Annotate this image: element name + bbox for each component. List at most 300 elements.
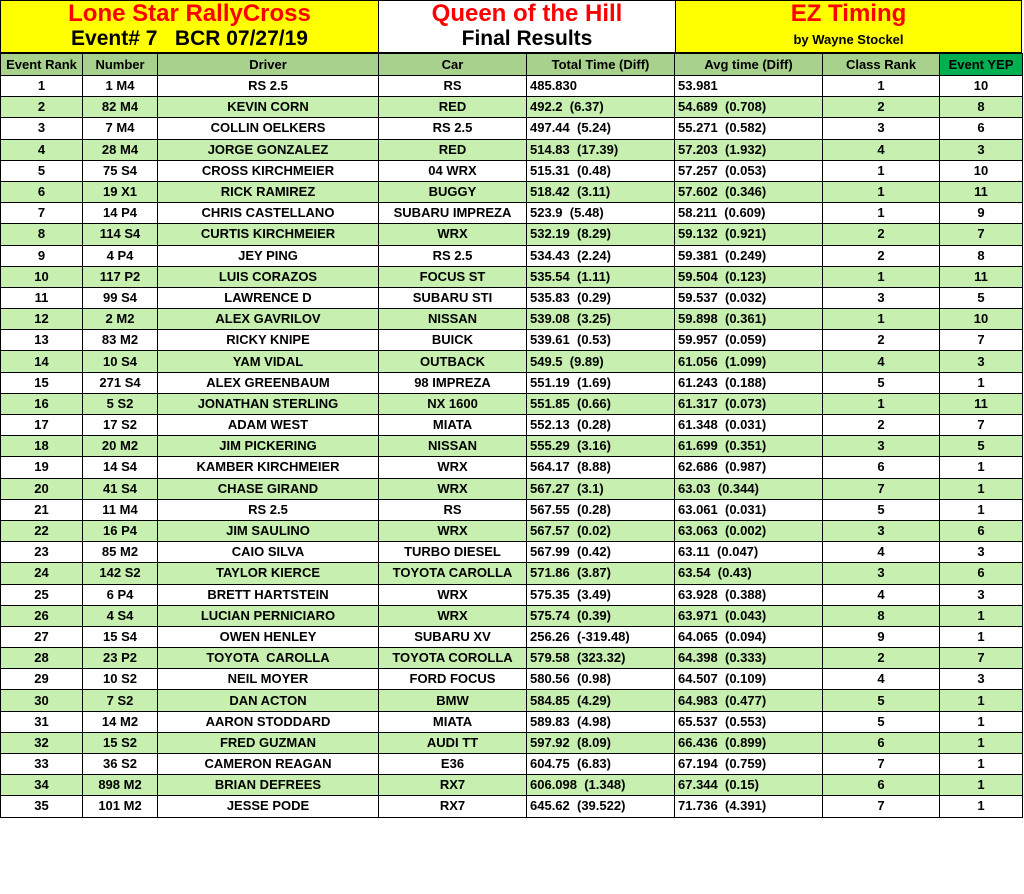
cell-number: 2 M2 — [83, 309, 158, 330]
cell-class-rank: 5 — [823, 711, 940, 732]
cell-number: 20 M2 — [83, 436, 158, 457]
cell-driver: JONATHAN STERLING — [158, 393, 379, 414]
cell-total-time: 555.29 (3.16) — [527, 436, 675, 457]
table-row — [1, 224, 1023, 245]
table-row — [1, 690, 1023, 711]
table-row — [1, 648, 1023, 669]
table-row — [1, 626, 1023, 647]
cell-driver: JESSE PODE — [158, 796, 379, 817]
table-row — [1, 160, 1023, 181]
timing-header — [675, 0, 1022, 53]
cell-event-rank: 17 — [1, 415, 83, 436]
cell-event-yep: 1 — [940, 796, 1023, 817]
cell-total-time: 549.5 (9.89) — [527, 351, 675, 372]
cell-avg-time: 67.194 (0.759) — [675, 754, 823, 775]
cell-total-time: 645.62 (39.522) — [527, 796, 675, 817]
cell-avg-time: 61.056 (1.099) — [675, 351, 823, 372]
cell-avg-time: 63.063 (0.002) — [675, 520, 823, 541]
cell-class-rank: 3 — [823, 563, 940, 584]
cell-avg-time: 63.971 (0.043) — [675, 605, 823, 626]
cell-avg-time: 61.699 (0.351) — [675, 436, 823, 457]
cell-driver: DAN ACTON — [158, 690, 379, 711]
cell-event-yep: 1 — [940, 372, 1023, 393]
cell-total-time: 584.85 (4.29) — [527, 690, 675, 711]
cell-car: 98 IMPREZA — [379, 372, 527, 393]
cell-driver: RS 2.5 — [158, 499, 379, 520]
cell-number: 898 M2 — [83, 775, 158, 796]
cell-class-rank: 1 — [823, 266, 940, 287]
col-class-rank: Class Rank — [823, 54, 940, 76]
cell-number: 7 M4 — [83, 118, 158, 139]
cell-event-rank: 5 — [1, 160, 83, 181]
cell-avg-time: 67.344 (0.15) — [675, 775, 823, 796]
cell-event-yep: 1 — [940, 626, 1023, 647]
cell-class-rank: 3 — [823, 118, 940, 139]
col-car: Car — [379, 54, 527, 76]
cell-class-rank: 4 — [823, 139, 940, 160]
cell-event-yep: 10 — [940, 76, 1023, 97]
cell-total-time: 532.19 (8.29) — [527, 224, 675, 245]
cell-car: TURBO DIESEL — [379, 542, 527, 563]
table-row — [1, 203, 1023, 224]
cell-number: 36 S2 — [83, 754, 158, 775]
cell-number: 114 S4 — [83, 224, 158, 245]
cell-total-time: 579.58 (323.32) — [527, 648, 675, 669]
cell-avg-time: 54.689 (0.708) — [675, 97, 823, 118]
cell-driver: NEIL MOYER — [158, 669, 379, 690]
cell-total-time: 492.2 (6.37) — [527, 97, 675, 118]
cell-number: 11 M4 — [83, 499, 158, 520]
cell-driver: RICKY KNIPE — [158, 330, 379, 351]
cell-number: 1 M4 — [83, 76, 158, 97]
cell-total-time: 523.9 (5.48) — [527, 203, 675, 224]
cell-event-yep: 7 — [940, 648, 1023, 669]
cell-class-rank: 5 — [823, 499, 940, 520]
cell-number: 83 M2 — [83, 330, 158, 351]
cell-avg-time: 61.243 (0.188) — [675, 372, 823, 393]
cell-event-yep: 1 — [940, 732, 1023, 753]
table-row — [1, 330, 1023, 351]
table-row — [1, 605, 1023, 626]
cell-class-rank: 2 — [823, 245, 940, 266]
cell-total-time: 256.26 (-319.48) — [527, 626, 675, 647]
col-total-time: Total Time (Diff) — [527, 54, 675, 76]
cell-class-rank: 9 — [823, 626, 940, 647]
cell-number: 19 X1 — [83, 181, 158, 202]
cell-avg-time: 59.132 (0.921) — [675, 224, 823, 245]
cell-event-rank: 31 — [1, 711, 83, 732]
cell-class-rank: 7 — [823, 796, 940, 817]
cell-event-yep: 1 — [940, 711, 1023, 732]
cell-total-time: 580.56 (0.98) — [527, 669, 675, 690]
cell-number: 142 S2 — [83, 563, 158, 584]
table-row — [1, 118, 1023, 139]
table-row — [1, 245, 1023, 266]
cell-event-yep: 11 — [940, 266, 1023, 287]
cell-total-time: 534.43 (2.24) — [527, 245, 675, 266]
cell-driver: LUCIAN PERNICIARO — [158, 605, 379, 626]
table-row — [1, 76, 1023, 97]
cell-total-time: 567.99 (0.42) — [527, 542, 675, 563]
cell-number: 4 P4 — [83, 245, 158, 266]
cell-class-rank: 2 — [823, 330, 940, 351]
cell-number: 5 S2 — [83, 393, 158, 414]
cell-event-rank: 20 — [1, 478, 83, 499]
cell-event-yep: 8 — [940, 97, 1023, 118]
cell-avg-time: 64.398 (0.333) — [675, 648, 823, 669]
cell-number: 4 S4 — [83, 605, 158, 626]
cell-class-rank: 1 — [823, 181, 940, 202]
cell-event-rank: 27 — [1, 626, 83, 647]
cell-event-rank: 4 — [1, 139, 83, 160]
table-row — [1, 181, 1023, 202]
cell-driver: YAM VIDAL — [158, 351, 379, 372]
cell-class-rank: 1 — [823, 309, 940, 330]
cell-driver: KAMBER KIRCHMEIER — [158, 457, 379, 478]
cell-driver: TAYLOR KIERCE — [158, 563, 379, 584]
table-row — [1, 139, 1023, 160]
cell-total-time: 571.86 (3.87) — [527, 563, 675, 584]
cell-car: WRX — [379, 478, 527, 499]
cell-car: WRX — [379, 605, 527, 626]
table-row — [1, 266, 1023, 287]
cell-car: WRX — [379, 520, 527, 541]
cell-number: 23 P2 — [83, 648, 158, 669]
cell-car: BUICK — [379, 330, 527, 351]
cell-total-time: 567.27 (3.1) — [527, 478, 675, 499]
series-title: Lone Star RallyCross — [68, 0, 311, 27]
cell-avg-time: 63.03 (0.344) — [675, 478, 823, 499]
col-event-rank: Event Rank — [1, 54, 83, 76]
cell-car: SUBARU IMPREZA — [379, 203, 527, 224]
cell-event-rank: 24 — [1, 563, 83, 584]
cell-car: RS 2.5 — [379, 118, 527, 139]
cell-avg-time: 64.065 (0.094) — [675, 626, 823, 647]
cell-car: SUBARU STI — [379, 287, 527, 308]
cell-number: 7 S2 — [83, 690, 158, 711]
cell-class-rank: 2 — [823, 224, 940, 245]
cell-total-time: 514.83 (17.39) — [527, 139, 675, 160]
cell-event-yep: 3 — [940, 139, 1023, 160]
table-row — [1, 351, 1023, 372]
cell-event-yep: 10 — [940, 309, 1023, 330]
cell-event-rank: 3 — [1, 118, 83, 139]
cell-total-time: 575.35 (3.49) — [527, 584, 675, 605]
cell-event-rank: 13 — [1, 330, 83, 351]
cell-class-rank: 3 — [823, 520, 940, 541]
cell-driver: JIM SAULINO — [158, 520, 379, 541]
cell-class-rank: 6 — [823, 732, 940, 753]
cell-event-rank: 15 — [1, 372, 83, 393]
cell-class-rank: 6 — [823, 457, 940, 478]
cell-avg-time: 57.257 (0.053) — [675, 160, 823, 181]
cell-class-rank: 3 — [823, 436, 940, 457]
cell-event-yep: 7 — [940, 224, 1023, 245]
cell-class-rank: 1 — [823, 203, 940, 224]
cell-event-yep: 7 — [940, 415, 1023, 436]
cell-car: FOCUS ST — [379, 266, 527, 287]
cell-car: NX 1600 — [379, 393, 527, 414]
cell-number: 117 P2 — [83, 266, 158, 287]
table-row — [1, 711, 1023, 732]
cell-class-rank: 1 — [823, 76, 940, 97]
cell-event-yep: 9 — [940, 203, 1023, 224]
cell-driver: JIM PICKERING — [158, 436, 379, 457]
table-row — [1, 584, 1023, 605]
cell-avg-time: 64.507 (0.109) — [675, 669, 823, 690]
cell-total-time: 535.83 (0.29) — [527, 287, 675, 308]
cell-avg-time: 61.348 (0.031) — [675, 415, 823, 436]
cell-driver: BRIAN DEFREES — [158, 775, 379, 796]
cell-car: 04 WRX — [379, 160, 527, 181]
cell-driver: CHRIS CASTELLANO — [158, 203, 379, 224]
cell-class-rank: 7 — [823, 478, 940, 499]
cell-total-time: 539.08 (3.25) — [527, 309, 675, 330]
cell-avg-time: 58.211 (0.609) — [675, 203, 823, 224]
cell-number: 271 S4 — [83, 372, 158, 393]
table-row — [1, 732, 1023, 753]
cell-car: RED — [379, 97, 527, 118]
table-row — [1, 287, 1023, 308]
cell-driver: OWEN HENLEY — [158, 626, 379, 647]
cell-event-rank: 14 — [1, 351, 83, 372]
cell-car: E36 — [379, 754, 527, 775]
cell-car: TOYOTA COROLLA — [379, 648, 527, 669]
cell-event-rank: 26 — [1, 605, 83, 626]
cell-class-rank: 2 — [823, 415, 940, 436]
cell-event-rank: 34 — [1, 775, 83, 796]
cell-car: MIATA — [379, 711, 527, 732]
table-row — [1, 309, 1023, 330]
cell-class-rank: 2 — [823, 97, 940, 118]
cell-event-yep: 5 — [940, 436, 1023, 457]
cell-total-time: 567.55 (0.28) — [527, 499, 675, 520]
cell-number: 75 S4 — [83, 160, 158, 181]
cell-car: NISSAN — [379, 436, 527, 457]
cell-total-time: 497.44 (5.24) — [527, 118, 675, 139]
cell-number: 41 S4 — [83, 478, 158, 499]
results-table — [0, 53, 1023, 818]
cell-driver: LUIS CORAZOS — [158, 266, 379, 287]
cell-avg-time: 59.504 (0.123) — [675, 266, 823, 287]
table-row — [1, 457, 1023, 478]
cell-driver: ALEX GAVRILOV — [158, 309, 379, 330]
cell-avg-time: 63.061 (0.031) — [675, 499, 823, 520]
cell-driver: CROSS KIRCHMEIER — [158, 160, 379, 181]
cell-event-rank: 2 — [1, 97, 83, 118]
cell-avg-time: 71.736 (4.391) — [675, 796, 823, 817]
cell-driver: BRETT HARTSTEIN — [158, 584, 379, 605]
cell-avg-time: 63.54 (0.43) — [675, 563, 823, 584]
cell-avg-time: 65.537 (0.553) — [675, 711, 823, 732]
cell-total-time: 564.17 (8.88) — [527, 457, 675, 478]
cell-car: SUBARU XV — [379, 626, 527, 647]
cell-avg-time: 61.317 (0.073) — [675, 393, 823, 414]
cell-avg-time: 57.203 (1.932) — [675, 139, 823, 160]
cell-total-time: 604.75 (6.83) — [527, 754, 675, 775]
cell-avg-time: 62.686 (0.987) — [675, 457, 823, 478]
cell-driver: JORGE GONZALEZ — [158, 139, 379, 160]
cell-driver: KEVIN CORN — [158, 97, 379, 118]
table-row — [1, 775, 1023, 796]
cell-avg-time: 53.981 — [675, 76, 823, 97]
cell-total-time: 515.31 (0.48) — [527, 160, 675, 181]
cell-total-time: 551.19 (1.69) — [527, 372, 675, 393]
cell-class-rank: 7 — [823, 754, 940, 775]
cell-driver: CHASE GIRAND — [158, 478, 379, 499]
table-row — [1, 754, 1023, 775]
cell-avg-time: 55.271 (0.582) — [675, 118, 823, 139]
cell-driver: RICK RAMIREZ — [158, 181, 379, 202]
timing-credit: by Wayne Stockel — [793, 32, 904, 47]
cell-event-rank: 22 — [1, 520, 83, 541]
cell-class-rank: 1 — [823, 393, 940, 414]
cell-class-rank: 4 — [823, 351, 940, 372]
cell-number: 28 M4 — [83, 139, 158, 160]
cell-car: BUGGY — [379, 181, 527, 202]
cell-driver: RS 2.5 — [158, 76, 379, 97]
results-subtitle: Final Results — [461, 27, 593, 50]
cell-class-rank: 8 — [823, 605, 940, 626]
cell-avg-time: 59.957 (0.059) — [675, 330, 823, 351]
cell-event-yep: 5 — [940, 287, 1023, 308]
table-row — [1, 436, 1023, 457]
cell-total-time: 551.85 (0.66) — [527, 393, 675, 414]
results-header — [378, 0, 676, 53]
cell-driver: AARON STODDARD — [158, 711, 379, 732]
cell-car: RS — [379, 76, 527, 97]
cell-driver: ADAM WEST — [158, 415, 379, 436]
cell-number: 99 S4 — [83, 287, 158, 308]
cell-event-rank: 11 — [1, 287, 83, 308]
cell-class-rank: 3 — [823, 287, 940, 308]
cell-number: 16 P4 — [83, 520, 158, 541]
cell-driver: TOYOTA CAROLLA — [158, 648, 379, 669]
cell-number: 10 S4 — [83, 351, 158, 372]
cell-number: 15 S4 — [83, 626, 158, 647]
cell-driver: CURTIS KIRCHMEIER — [158, 224, 379, 245]
cell-event-yep: 1 — [940, 499, 1023, 520]
cell-event-yep: 3 — [940, 351, 1023, 372]
cell-total-time: 567.57 (0.02) — [527, 520, 675, 541]
cell-car: RS 2.5 — [379, 245, 527, 266]
cell-number: 14 S4 — [83, 457, 158, 478]
cell-driver: FRED GUZMAN — [158, 732, 379, 753]
cell-driver: JEY PING — [158, 245, 379, 266]
cell-driver: CAIO SILVA — [158, 542, 379, 563]
cell-car: WRX — [379, 457, 527, 478]
cell-event-rank: 10 — [1, 266, 83, 287]
cell-total-time: 535.54 (1.11) — [527, 266, 675, 287]
cell-event-yep: 7 — [940, 330, 1023, 351]
cell-car: WRX — [379, 584, 527, 605]
cell-class-rank: 2 — [823, 648, 940, 669]
cell-event-yep: 1 — [940, 775, 1023, 796]
cell-avg-time: 57.602 (0.346) — [675, 181, 823, 202]
cell-class-rank: 5 — [823, 372, 940, 393]
cell-number: 82 M4 — [83, 97, 158, 118]
table-row — [1, 669, 1023, 690]
cell-number: 14 P4 — [83, 203, 158, 224]
cell-class-rank: 4 — [823, 669, 940, 690]
cell-event-rank: 35 — [1, 796, 83, 817]
cell-class-rank: 4 — [823, 542, 940, 563]
cell-event-yep: 1 — [940, 605, 1023, 626]
cell-event-rank: 29 — [1, 669, 83, 690]
cell-avg-time: 63.928 (0.388) — [675, 584, 823, 605]
header-row — [1, 54, 1023, 76]
cell-event-yep: 6 — [940, 563, 1023, 584]
cell-event-rank: 33 — [1, 754, 83, 775]
event-subtitle: Event# 7 BCR 07/27/19 — [71, 27, 308, 50]
cell-event-rank: 6 — [1, 181, 83, 202]
table-row — [1, 563, 1023, 584]
cell-event-rank: 7 — [1, 203, 83, 224]
cell-avg-time: 63.11 (0.047) — [675, 542, 823, 563]
cell-car: MIATA — [379, 415, 527, 436]
table-row — [1, 415, 1023, 436]
cell-event-yep: 3 — [940, 669, 1023, 690]
cell-car: AUDI TT — [379, 732, 527, 753]
cell-event-rank: 21 — [1, 499, 83, 520]
cell-event-yep: 1 — [940, 690, 1023, 711]
cell-total-time: 597.92 (8.09) — [527, 732, 675, 753]
table-row — [1, 372, 1023, 393]
col-driver: Driver — [158, 54, 379, 76]
cell-total-time: 575.74 (0.39) — [527, 605, 675, 626]
cell-number: 6 P4 — [83, 584, 158, 605]
cell-car: NISSAN — [379, 309, 527, 330]
cell-total-time: 606.098 (1.348) — [527, 775, 675, 796]
cell-event-rank: 1 — [1, 76, 83, 97]
cell-event-yep: 10 — [940, 160, 1023, 181]
cell-event-yep: 3 — [940, 542, 1023, 563]
cell-avg-time: 59.537 (0.032) — [675, 287, 823, 308]
cell-avg-time: 59.381 (0.249) — [675, 245, 823, 266]
cell-event-yep: 1 — [940, 754, 1023, 775]
table-row — [1, 499, 1023, 520]
cell-event-rank: 18 — [1, 436, 83, 457]
cell-event-rank: 23 — [1, 542, 83, 563]
cell-total-time: 539.61 (0.53) — [527, 330, 675, 351]
cell-driver: LAWRENCE D — [158, 287, 379, 308]
cell-event-rank: 32 — [1, 732, 83, 753]
cell-event-rank: 30 — [1, 690, 83, 711]
col-event-yep: Event YEP — [940, 54, 1023, 76]
cell-car: RS — [379, 499, 527, 520]
cell-avg-time: 66.436 (0.899) — [675, 732, 823, 753]
cell-car: WRX — [379, 224, 527, 245]
results-body — [1, 76, 1023, 818]
cell-number: 101 M2 — [83, 796, 158, 817]
cell-event-rank: 28 — [1, 648, 83, 669]
table-row — [1, 393, 1023, 414]
cell-total-time: 518.42 (3.11) — [527, 181, 675, 202]
table-row — [1, 542, 1023, 563]
cell-avg-time: 64.983 (0.477) — [675, 690, 823, 711]
cell-event-rank: 25 — [1, 584, 83, 605]
cell-driver: CAMERON REAGAN — [158, 754, 379, 775]
cell-number: 85 M2 — [83, 542, 158, 563]
cell-total-time: 552.13 (0.28) — [527, 415, 675, 436]
col-avg-time: Avg time (Diff) — [675, 54, 823, 76]
cell-car: OUTBACK — [379, 351, 527, 372]
cell-driver: ALEX GREENBAUM — [158, 372, 379, 393]
cell-event-yep: 8 — [940, 245, 1023, 266]
cell-avg-time: 59.898 (0.361) — [675, 309, 823, 330]
cell-event-rank: 12 — [1, 309, 83, 330]
cell-number: 17 S2 — [83, 415, 158, 436]
